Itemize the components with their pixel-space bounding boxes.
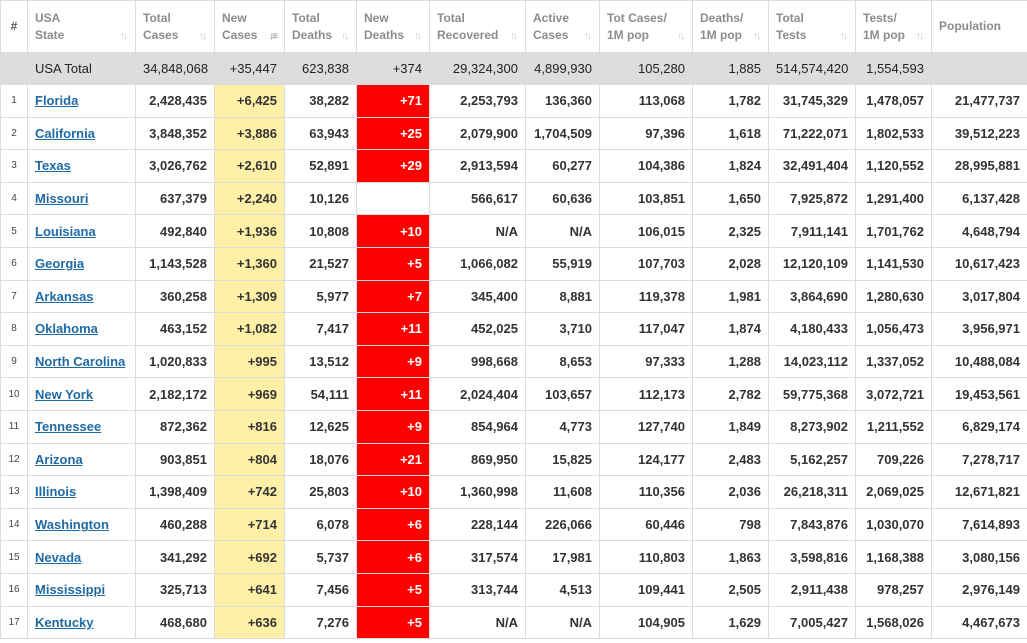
header-cases-per-1m[interactable]: Tot Cases/ 1M pop ↑↓: [600, 1, 693, 53]
new-cases-cell: +3,886: [215, 117, 285, 150]
row-index: 14: [1, 508, 28, 541]
deaths-per-1m-cell: 2,505: [693, 573, 769, 606]
total-recovered-cell: 345,400: [430, 280, 526, 313]
total-active-cases: 4,899,930: [526, 53, 600, 85]
tests-per-1m-cell: 1,337,052: [856, 345, 932, 378]
new-deaths-cell: +5: [357, 247, 430, 280]
deaths-per-1m-cell: 1,288: [693, 345, 769, 378]
new-deaths-cell: +9: [357, 345, 430, 378]
deaths-per-1m-cell: 2,782: [693, 378, 769, 411]
header-row: [1, 1, 1027, 53]
table-row: [1, 182, 1027, 215]
state-cell: [28, 476, 136, 509]
row-index: 9: [1, 345, 28, 378]
cases-per-1m-cell: 107,703: [600, 247, 693, 280]
total-recovered-cell: 566,617: [430, 182, 526, 215]
deaths-per-1m-cell: 2,325: [693, 215, 769, 248]
state-link[interactable]: Nevada: [35, 549, 82, 565]
cases-per-1m-cell: 104,905: [600, 606, 693, 639]
total-tests-per-1m: 1,554,593: [856, 53, 932, 85]
state-cell: [28, 85, 136, 118]
total-total-recovered: 29,324,300: [430, 53, 526, 85]
header-index: #: [1, 1, 28, 53]
total-cases-cell: 872,362: [136, 410, 215, 443]
total-tests-cell: 31,745,329: [769, 85, 856, 118]
state-cell: [28, 345, 136, 378]
tests-per-1m-cell: 1,030,070: [856, 508, 932, 541]
total-cases-cell: 1,020,833: [136, 345, 215, 378]
deaths-per-1m-cell: 798: [693, 508, 769, 541]
population-cell: 10,488,084: [932, 345, 1027, 378]
header-new-cases[interactable]: New Cases ↓≡: [215, 1, 285, 53]
state-cell: [28, 215, 136, 248]
total-total-deaths: 623,838: [285, 53, 357, 85]
sort-icon[interactable]: ↑↓: [510, 31, 516, 42]
table-row: [1, 150, 1027, 183]
new-cases-cell: +636: [215, 606, 285, 639]
total-cases-cell: 2,182,172: [136, 378, 215, 411]
population-cell: 4,648,794: [932, 215, 1027, 248]
total-recovered-cell: 228,144: [430, 508, 526, 541]
sort-desc-active-icon[interactable]: ↓≡: [269, 31, 276, 42]
population-cell: 6,829,174: [932, 410, 1027, 443]
total-new-deaths: +374: [357, 53, 430, 85]
header-total-recovered[interactable]: Total Recovered ↑↓: [430, 1, 526, 53]
population-cell: 3,956,971: [932, 313, 1027, 346]
sort-icon[interactable]: ↑↓: [916, 31, 922, 42]
population-cell: 3,080,156: [932, 541, 1027, 574]
total-tests-cell: 2,911,438: [769, 573, 856, 606]
table-row: [1, 215, 1027, 248]
state-link[interactable]: Missouri: [35, 191, 89, 207]
cases-per-1m-cell: 112,173: [600, 378, 693, 411]
new-cases-cell: +995: [215, 345, 285, 378]
state-link[interactable]: Oklahoma: [35, 321, 98, 337]
cases-per-1m-cell: 113,068: [600, 85, 693, 118]
total-tests-cell: 4,180,433: [769, 313, 856, 346]
header-total-deaths[interactable]: Total Deaths ↑↓: [285, 1, 357, 53]
total-recovered-cell: 854,964: [430, 410, 526, 443]
total-deaths-cell: 5,737: [285, 541, 357, 574]
state-link[interactable]: Tennessee: [35, 419, 102, 435]
new-deaths-cell: +5: [357, 606, 430, 639]
population-cell: 3,017,804: [932, 280, 1027, 313]
cases-per-1m-cell: 97,396: [600, 117, 693, 150]
deaths-per-1m-cell: 1,782: [693, 85, 769, 118]
total-tests-cell: 3,864,690: [769, 280, 856, 313]
active-cases-cell: 55,919: [526, 247, 600, 280]
total-deaths-cell: 5,977: [285, 280, 357, 313]
total-recovered-cell: N/A: [430, 215, 526, 248]
new-deaths-cell: +7: [357, 280, 430, 313]
header-active-cases[interactable]: Active Cases ↑↓: [526, 1, 600, 53]
state-link[interactable]: California: [35, 125, 95, 141]
deaths-per-1m-cell: 2,483: [693, 443, 769, 476]
total-cases-cell: 3,026,762: [136, 150, 215, 183]
total-deaths-cell: 6,078: [285, 508, 357, 541]
total-deaths-cell: 10,808: [285, 215, 357, 248]
total-recovered-cell: 452,025: [430, 313, 526, 346]
new-cases-cell: +641: [215, 573, 285, 606]
new-cases-cell: +692: [215, 541, 285, 574]
row-index: 2: [1, 117, 28, 150]
new-deaths-cell: +11: [357, 378, 430, 411]
total-cases-cell: 492,840: [136, 215, 215, 248]
active-cases-cell: N/A: [526, 215, 600, 248]
state-cell: [28, 606, 136, 639]
new-deaths-cell: +10: [357, 215, 430, 248]
table-row: [1, 606, 1027, 639]
total-deaths-cell: 25,803: [285, 476, 357, 509]
table-row: [1, 541, 1027, 574]
cases-per-1m-cell: 60,446: [600, 508, 693, 541]
total-cases-cell: 1,398,409: [136, 476, 215, 509]
total-deaths-cell: 18,076: [285, 443, 357, 476]
table-row: [1, 85, 1027, 118]
total-recovered-cell: 998,668: [430, 345, 526, 378]
active-cases-cell: 226,066: [526, 508, 600, 541]
cases-per-1m-cell: 110,356: [600, 476, 693, 509]
sort-icon[interactable]: ↑↓: [840, 31, 846, 42]
cases-per-1m-cell: 106,015: [600, 215, 693, 248]
state-cell: [28, 410, 136, 443]
row-index: 6: [1, 247, 28, 280]
new-cases-cell: +6,425: [215, 85, 285, 118]
total-cases-cell: 463,152: [136, 313, 215, 346]
population-cell: 7,278,717: [932, 443, 1027, 476]
active-cases-cell: 15,825: [526, 443, 600, 476]
state-cell: [28, 541, 136, 574]
new-cases-cell: +1,936: [215, 215, 285, 248]
tests-per-1m-cell: 1,141,530: [856, 247, 932, 280]
new-deaths-cell: +25: [357, 117, 430, 150]
population-cell: 2,976,149: [932, 573, 1027, 606]
state-link[interactable]: Illinois: [35, 484, 77, 500]
new-deaths-cell: +10: [357, 476, 430, 509]
state-cell: [28, 378, 136, 411]
tests-per-1m-cell: 1,280,630: [856, 280, 932, 313]
state-link[interactable]: Georgia: [35, 256, 85, 272]
cases-per-1m-cell: 104,386: [600, 150, 693, 183]
total-recovered-cell: 1,066,082: [430, 247, 526, 280]
active-cases-cell: 4,513: [526, 573, 600, 606]
active-cases-cell: N/A: [526, 606, 600, 639]
table-row: [1, 443, 1027, 476]
deaths-per-1m-cell: 1,618: [693, 117, 769, 150]
total-cases-cell: 460,288: [136, 508, 215, 541]
total-recovered-cell: 869,950: [430, 443, 526, 476]
header-new-deaths[interactable]: New Deaths ↑↓: [357, 1, 430, 53]
total-recovered-cell: N/A: [430, 606, 526, 639]
sort-icon[interactable]: ↑↓: [120, 31, 126, 42]
sort-icon[interactable]: ↑↓: [341, 31, 347, 42]
cases-per-1m-cell: 119,378: [600, 280, 693, 313]
state-cell: [28, 182, 136, 215]
total-cases-cell: 468,680: [136, 606, 215, 639]
table-row: [1, 117, 1027, 150]
new-cases-cell: +969: [215, 378, 285, 411]
total-tests-cell: 3,598,816: [769, 541, 856, 574]
new-deaths-cell: [357, 182, 430, 215]
table-row: [1, 247, 1027, 280]
population-cell: 28,995,881: [932, 150, 1027, 183]
state-link[interactable]: North Carolina: [35, 354, 126, 370]
table-row: [1, 313, 1027, 346]
total-tests-cell: 71,222,071: [769, 117, 856, 150]
row-index: 16: [1, 573, 28, 606]
tests-per-1m-cell: 1,802,533: [856, 117, 932, 150]
table-row: [1, 410, 1027, 443]
total-total-cases: 34,848,068: [136, 53, 215, 85]
total-cases-cell: 903,851: [136, 443, 215, 476]
cases-per-1m-cell: 117,047: [600, 313, 693, 346]
row-index: 4: [1, 182, 28, 215]
new-deaths-cell: +21: [357, 443, 430, 476]
deaths-per-1m-cell: 1,863: [693, 541, 769, 574]
header-deaths-per-1m[interactable]: Deaths/ 1M pop ↑↓: [693, 1, 769, 53]
population-cell: 10,617,423: [932, 247, 1027, 280]
header-tests-per-1m[interactable]: Tests/ 1M pop ↑↓: [856, 1, 932, 53]
active-cases-cell: 103,657: [526, 378, 600, 411]
cases-per-1m-cell: 124,177: [600, 443, 693, 476]
active-cases-cell: 8,881: [526, 280, 600, 313]
total-recovered-cell: 2,253,793: [430, 85, 526, 118]
sort-icon[interactable]: ↑↓: [753, 31, 759, 42]
total-cases-cell: 360,258: [136, 280, 215, 313]
row-index: 1: [1, 85, 28, 118]
row-index: 12: [1, 443, 28, 476]
new-deaths-cell: +9: [357, 410, 430, 443]
new-cases-cell: +1,082: [215, 313, 285, 346]
table-row: [1, 573, 1027, 606]
state-link[interactable]: Texas: [35, 158, 71, 174]
state-cell: [28, 573, 136, 606]
population-cell: 21,477,737: [932, 85, 1027, 118]
total-recovered-cell: 2,024,404: [430, 378, 526, 411]
row-index: 13: [1, 476, 28, 509]
total-tests-cell: 8,273,902: [769, 410, 856, 443]
new-deaths-cell: +6: [357, 541, 430, 574]
total-tests-cell: 7,911,141: [769, 215, 856, 248]
total-cases-cell: 1,143,528: [136, 247, 215, 280]
population-cell: 12,671,821: [932, 476, 1027, 509]
deaths-per-1m-cell: 2,036: [693, 476, 769, 509]
sort-icon[interactable]: ↑↓: [414, 31, 420, 42]
tests-per-1m-cell: 1,568,026: [856, 606, 932, 639]
total-deaths-cell: 10,126: [285, 182, 357, 215]
population-cell: 4,467,673: [932, 606, 1027, 639]
tests-per-1m-cell: 1,701,762: [856, 215, 932, 248]
table-row: [1, 476, 1027, 509]
row-index: 8: [1, 313, 28, 346]
sort-icon[interactable]: ↑↓: [584, 31, 590, 42]
deaths-per-1m-cell: 1,824: [693, 150, 769, 183]
state-link[interactable]: Washington: [35, 517, 109, 533]
row-index: 10: [1, 378, 28, 411]
cases-per-1m-cell: 127,740: [600, 410, 693, 443]
total-recovered-cell: 2,079,900: [430, 117, 526, 150]
cases-per-1m-cell: 97,333: [600, 345, 693, 378]
state-cell: [28, 443, 136, 476]
row-index: 15: [1, 541, 28, 574]
total-tests-cell: 7,843,876: [769, 508, 856, 541]
deaths-per-1m-cell: 1,650: [693, 182, 769, 215]
header-usa-state[interactable]: USA State ↑↓: [28, 1, 136, 53]
total-deaths-cell: 12,625: [285, 410, 357, 443]
new-deaths-cell: +6: [357, 508, 430, 541]
tests-per-1m-cell: 1,056,473: [856, 313, 932, 346]
header-total-tests[interactable]: Total Tests ↑↓: [769, 1, 856, 53]
total-cases-cell: 637,379: [136, 182, 215, 215]
total-recovered-cell: 317,574: [430, 541, 526, 574]
population-cell: 19,453,561: [932, 378, 1027, 411]
tests-per-1m-cell: 2,069,025: [856, 476, 932, 509]
total-population: [932, 53, 1027, 85]
active-cases-cell: 8,653: [526, 345, 600, 378]
state-link[interactable]: Mississippi: [35, 582, 106, 598]
active-cases-cell: 136,360: [526, 85, 600, 118]
tests-per-1m-cell: 1,291,400: [856, 182, 932, 215]
tests-per-1m-cell: 1,211,552: [856, 410, 932, 443]
deaths-per-1m-cell: 2,028: [693, 247, 769, 280]
usa-total-row: [1, 53, 1027, 85]
active-cases-cell: 17,981: [526, 541, 600, 574]
total-tests-cell: 32,491,404: [769, 150, 856, 183]
total-deaths-cell: 21,527: [285, 247, 357, 280]
total-index: [1, 53, 28, 85]
total-deaths-cell: 52,891: [285, 150, 357, 183]
active-cases-cell: 1,704,509: [526, 117, 600, 150]
deaths-per-1m-cell: 1,981: [693, 280, 769, 313]
active-cases-cell: 60,636: [526, 182, 600, 215]
header-total-cases[interactable]: Total Cases ↑↓: [136, 1, 215, 53]
state-cell: [28, 508, 136, 541]
state-cell: [28, 247, 136, 280]
total-cases-per-1m: 105,280: [600, 53, 693, 85]
table-row: [1, 508, 1027, 541]
active-cases-cell: 60,277: [526, 150, 600, 183]
total-deaths-cell: 7,276: [285, 606, 357, 639]
state-cell: [28, 280, 136, 313]
total-deaths-cell: 7,456: [285, 573, 357, 606]
tests-per-1m-cell: 1,478,057: [856, 85, 932, 118]
state-cell: [28, 150, 136, 183]
new-cases-cell: +714: [215, 508, 285, 541]
state-cell: [28, 313, 136, 346]
table-row: [1, 378, 1027, 411]
cases-per-1m-cell: 109,441: [600, 573, 693, 606]
row-index: 5: [1, 215, 28, 248]
deaths-per-1m-cell: 1,874: [693, 313, 769, 346]
total-recovered-cell: 2,913,594: [430, 150, 526, 183]
new-cases-cell: +2,240: [215, 182, 285, 215]
total-total-tests: 514,574,420: [769, 53, 856, 85]
tests-per-1m-cell: 1,120,552: [856, 150, 932, 183]
state-link[interactable]: New York: [35, 386, 94, 402]
sort-icon[interactable]: ↑↓: [677, 31, 683, 42]
total-deaths-cell: 63,943: [285, 117, 357, 150]
total-deaths-cell: 38,282: [285, 85, 357, 118]
total-deaths-cell: 13,512: [285, 345, 357, 378]
deaths-per-1m-cell: 1,849: [693, 410, 769, 443]
total-tests-cell: 7,925,872: [769, 182, 856, 215]
new-deaths-cell: +5: [357, 573, 430, 606]
new-cases-cell: +804: [215, 443, 285, 476]
new-deaths-cell: +71: [357, 85, 430, 118]
state-link[interactable]: Arkansas: [35, 288, 94, 304]
table-row: [1, 345, 1027, 378]
total-tests-cell: 5,162,257: [769, 443, 856, 476]
new-deaths-cell: +29: [357, 150, 430, 183]
new-deaths-cell: +11: [357, 313, 430, 346]
state-link[interactable]: Florida: [35, 93, 79, 109]
total-tests-cell: 7,005,427: [769, 606, 856, 639]
new-cases-cell: +1,360: [215, 247, 285, 280]
row-index: 7: [1, 280, 28, 313]
sort-icon[interactable]: ↑↓: [199, 31, 205, 42]
total-label: USA Total: [28, 53, 136, 85]
tests-per-1m-cell: 709,226: [856, 443, 932, 476]
total-cases-cell: 2,428,435: [136, 85, 215, 118]
total-new-cases: +35,447: [215, 53, 285, 85]
row-index: 17: [1, 606, 28, 639]
total-tests-cell: 12,120,109: [769, 247, 856, 280]
total-deaths-cell: 54,111: [285, 378, 357, 411]
total-recovered-cell: 1,360,998: [430, 476, 526, 509]
active-cases-cell: 3,710: [526, 313, 600, 346]
cases-per-1m-cell: 103,851: [600, 182, 693, 215]
state-link[interactable]: Louisiana: [35, 223, 96, 239]
new-cases-cell: +2,610: [215, 150, 285, 183]
state-link[interactable]: Arizona: [35, 451, 83, 467]
population-cell: 7,614,893: [932, 508, 1027, 541]
total-deaths-per-1m: 1,885: [693, 53, 769, 85]
state-cell: [28, 117, 136, 150]
header-population[interactable]: Population: [932, 1, 1027, 53]
tests-per-1m-cell: 978,257: [856, 573, 932, 606]
new-cases-cell: +816: [215, 410, 285, 443]
total-cases-cell: 3,848,352: [136, 117, 215, 150]
cases-per-1m-cell: 110,803: [600, 541, 693, 574]
new-cases-cell: +1,309: [215, 280, 285, 313]
row-index: 11: [1, 410, 28, 443]
population-cell: 6,137,428: [932, 182, 1027, 215]
tests-per-1m-cell: 1,168,388: [856, 541, 932, 574]
new-cases-cell: +742: [215, 476, 285, 509]
active-cases-cell: 4,773: [526, 410, 600, 443]
total-cases-cell: 341,292: [136, 541, 215, 574]
total-deaths-cell: 7,417: [285, 313, 357, 346]
population-cell: 39,512,223: [932, 117, 1027, 150]
deaths-per-1m-cell: 1,629: [693, 606, 769, 639]
total-tests-cell: 59,775,368: [769, 378, 856, 411]
total-cases-cell: 325,713: [136, 573, 215, 606]
tests-per-1m-cell: 3,072,721: [856, 378, 932, 411]
total-recovered-cell: 313,744: [430, 573, 526, 606]
active-cases-cell: 11,608: [526, 476, 600, 509]
state-link[interactable]: Kentucky: [35, 614, 94, 630]
row-index: 3: [1, 150, 28, 183]
table-row: [1, 280, 1027, 313]
total-tests-cell: 26,218,311: [769, 476, 856, 509]
total-tests-cell: 14,023,112: [769, 345, 856, 378]
